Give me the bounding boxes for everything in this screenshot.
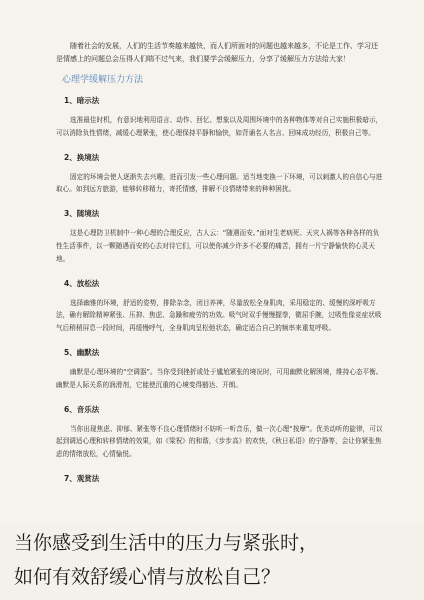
section-title: 3、随境法 [64,209,100,219]
caption [14,526,414,594]
section-7 [56,473,384,484]
section-1 [56,95,384,140]
section-body: 这是心理防卫机制中一种心理的合理反应，古人云：“随遇而安。”面对生老病死、天灾人祸等各种各样的负性生活事件，以一颗随遇而安的心去对待它们，可以使你减少许多不必要的痛苦，拥有一片宁静愉快的心灵天地。 [56,229,380,263]
section-5 [56,347,384,392]
section-title: 2、换境法 [64,152,100,162]
section-title: 6、音乐法 [64,404,100,414]
section-2 [56,152,384,197]
section-4 [56,278,384,335]
section-body: 固定的环境会使人逐渐失去兴趣，进而引发一些心理问题。适当地变换一下环境，可以刺激人的自信心与进取心。如到远方旅游，能够转移精力，寄托情感，排解不良情绪带来的种种困扰。 [56,172,383,194]
caption-line-1: 当你感受到生活中的压力与紧张时， [14,532,319,554]
section-6 [56,404,384,461]
section-title: 5、幽默法 [64,347,100,357]
section-body: 选准最佳时机，有意识地利用语言、动作、回忆、想象以及周围环境中的各种物体等对自己实施积极暗示，可以消除负性情绪，减缓心理紧张，使心理保持平静和愉快，如背诵名人名言、回味成功经历，积极自己等。 [56,116,383,137]
section-body: 当你出现焦虑、抑郁、紧张等不良心理情绪时不妨听一听音乐，做一次心理“按摩”。优美动听的旋律，可以起到调适心理和转移情绪的效果，如《梁祝》的和谐，《步步高》的欢快，《秋日私语》的宁静等，会让你紧张焦虑的情绪放松，心情愉悦。 [56,424,383,459]
article-heading: 心理学缓解压力方法 [62,75,144,85]
section-body: 幽默是心理环境的“空调器”。当你受到挫折或处于尴尬紧张的境况时，可用幽默化解困境，维持心态平衡。幽默是人际关系的润滑剂，它能使沉重的心境变得豁达、开朗。 [56,367,383,389]
section-title: 1、暗示法 [64,96,100,105]
intro-paragraph: 随着社会的发展，人们的生活节奏越来越快，而人们所面对的问题也越来越多，不论是工作、学习还是情感上的问题总会压得人们喘不过气来，我们要学会缓解压力，分享了缓解压力方法给大家！ [56,42,378,63]
section-body: 选择幽雅的环境，舒适的姿势，排除杂念，闭目养神，尽量放松全身肌肉，采用稳定的、缓慢的深呼吸方法，确有解除精神紧张、压抑、焦虑、急躁和疲劳的功效。吸气时双手慢慢握拳，微屈手腕，过吸性像竞症状吸气后稍稍屏息一段时间，再缓慢呼气，全身肌肉呈松弛状态，确定适合自己的频率来重复呼吸。 [56,298,382,333]
section-3 [56,208,384,265]
section-title: 4、放松法 [64,278,100,288]
caption-line-2: 如何有效舒缓心情与放松自己？ [14,566,281,588]
section-title: 7、观赏法 [64,473,100,483]
